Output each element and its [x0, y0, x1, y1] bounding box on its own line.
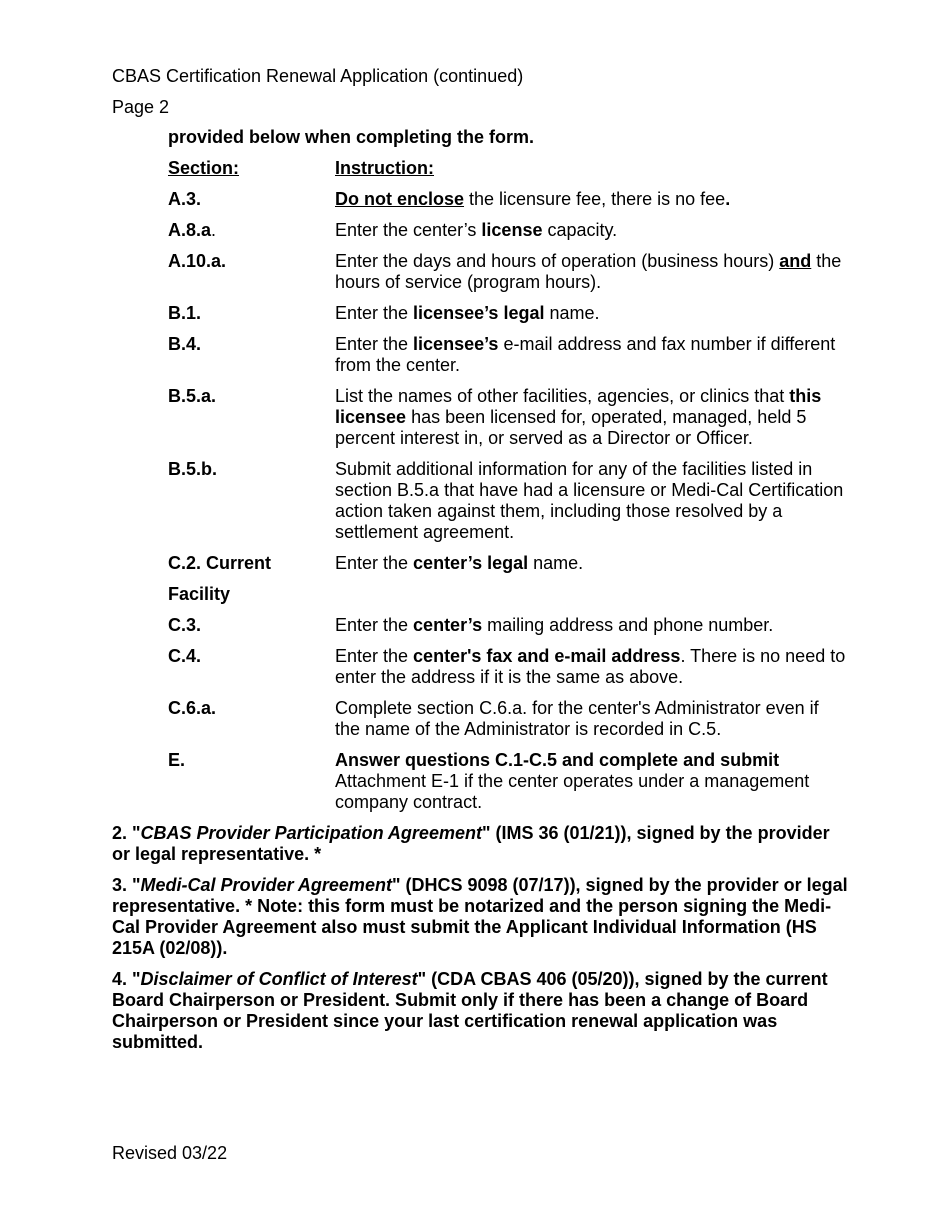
- section-code-text: A.3.: [168, 189, 202, 209]
- section-code: [168, 303, 335, 324]
- table-header: [168, 158, 848, 179]
- instruction-text: [335, 698, 848, 740]
- text-run: " (IMS 36 (01/21)), signed by the provider or legal representative. *: [112, 823, 830, 864]
- text-run: e-mail address and fax number if different from the center.: [335, 334, 836, 375]
- section-code-text: B.1.: [168, 303, 202, 323]
- text-run: center’s: [413, 615, 483, 635]
- table-row: [168, 698, 848, 740]
- section-column-header: Section:: [168, 158, 240, 178]
- text-run: Submit additional information for any of the facilities listed in section B.5.a that have had a licensure or Medi-Cal Certification action taken against them, including those resolved by a settlement agreement.: [335, 459, 844, 542]
- section-code-text: C.4.: [168, 646, 202, 666]
- text-run: " (DHCS 9098 (07/17)), signed by the provider or legal representative. * Note: this form must be notarized and the person signing the Medi-Cal Provider Agreement also must submit the Applicant Individual Information (HS 215A (02/08)).: [112, 875, 848, 958]
- table-row: [168, 189, 848, 210]
- section-code: [168, 220, 335, 241]
- section-code-text: C.2. Current: [168, 553, 272, 573]
- section-code: [168, 750, 335, 813]
- section-code-text: C.6.a.: [168, 698, 217, 718]
- text-run: . There is no need to enter the address if it is the same as above.: [335, 646, 846, 687]
- section-code-text: C.3.: [168, 615, 202, 635]
- text-run: .: [725, 189, 731, 209]
- instruction-text: [335, 303, 848, 324]
- table-row: [168, 750, 848, 813]
- text-run: Enter the: [335, 615, 414, 635]
- instruction-table: [168, 189, 848, 813]
- section-code-text: B.4.: [168, 334, 202, 354]
- page-number: Page 2: [112, 97, 170, 117]
- table-row: [168, 251, 848, 293]
- text-run: Enter the: [335, 553, 414, 573]
- required-documents-list: [112, 823, 852, 1063]
- text-run: Enter the days and hours of operation (business hours): [335, 251, 780, 271]
- text-run: 4. ": [112, 969, 141, 989]
- instruction-text: [335, 251, 848, 293]
- section-code: [168, 646, 335, 688]
- table-row: [168, 615, 848, 636]
- text-run: Medi-Cal Provider Agreement: [140, 875, 392, 895]
- section-code-text: Facility: [168, 584, 231, 604]
- text-run: licensee’s legal: [413, 303, 545, 323]
- table-row: [168, 386, 848, 449]
- intro-text: provided below when completing the form.: [168, 127, 535, 147]
- table-row: [168, 303, 848, 324]
- text-run: 3. ": [112, 875, 141, 895]
- instruction-text: [335, 584, 848, 605]
- text-run: license: [481, 220, 543, 240]
- text-run: Complete section C.6.a. for the center's Administrator even if the name of the Administrator is recorded in C.5.: [335, 698, 819, 739]
- section-code: [168, 386, 335, 449]
- instruction-text: [335, 386, 848, 449]
- text-run: name.: [544, 303, 600, 323]
- instruction-text: [335, 615, 848, 636]
- table-row: [168, 459, 848, 543]
- section-code: [168, 615, 335, 636]
- text-run: " (CDA CBAS 406 (05/20)), signed by the current Board Chairperson or President. Submit only if there has been a change of Board Chairperson or President since your last certification renewal application was submitted.: [112, 969, 828, 1052]
- revision-date: Revised 03/22: [112, 1143, 228, 1163]
- instruction-text: [335, 750, 848, 813]
- section-code-text: A.10.a.: [168, 251, 227, 271]
- text-run: mailing address and phone number.: [482, 615, 774, 635]
- text-run: Enter the: [335, 334, 414, 354]
- text-run: and: [779, 251, 812, 271]
- text-run: name.: [528, 553, 584, 573]
- text-run: center’s legal: [413, 553, 529, 573]
- section-code: [168, 189, 335, 210]
- text-run: Attachment E-1 if the center operates under a management company contract.: [335, 771, 810, 812]
- required-document-item: [112, 969, 852, 1053]
- instruction-text: [335, 189, 848, 210]
- text-run: center's fax and e-mail address: [413, 646, 681, 666]
- section-code: [168, 334, 335, 376]
- section-code: [168, 251, 335, 293]
- text-run: this licensee: [335, 386, 822, 427]
- required-document-item: [112, 823, 852, 865]
- section-code: [168, 553, 335, 574]
- table-row: [168, 220, 848, 241]
- instructions-section: [168, 127, 848, 823]
- section-code-text: B.5.a.: [168, 386, 217, 406]
- text-run: the licensure fee, there is no fee: [464, 189, 726, 209]
- text-run: licensee’s: [413, 334, 499, 354]
- instruction-text: [335, 459, 848, 543]
- text-run: the hours of service (program hours).: [335, 251, 842, 292]
- section-code-text: B.5.b.: [168, 459, 218, 479]
- text-run: capacity.: [542, 220, 618, 240]
- section-code-text: E.: [168, 750, 186, 770]
- table-row: [168, 553, 848, 574]
- text-run: Do not enclose: [335, 189, 465, 209]
- text-run: 2. ": [112, 823, 141, 843]
- instruction-column-header: Instruction:: [335, 158, 434, 178]
- section-code-tail: .: [211, 220, 217, 240]
- table-row: [168, 584, 848, 605]
- text-run: Answer questions C.1-C.5 and complete and submit: [335, 750, 780, 770]
- section-code-text: A.8.a: [168, 220, 212, 240]
- instruction-text: [335, 553, 848, 574]
- section-code: [168, 459, 335, 543]
- text-run: Enter the: [335, 303, 414, 323]
- text-run: Disclaimer of Conflict of Interest: [140, 969, 418, 989]
- table-row: [168, 646, 848, 688]
- required-document-item: [112, 875, 852, 959]
- instruction-text: [335, 220, 848, 241]
- text-run: Enter the center’s: [335, 220, 482, 240]
- text-run: CBAS Provider Participation Agreement: [140, 823, 482, 843]
- text-run: Enter the: [335, 646, 414, 666]
- instruction-text: [335, 646, 848, 688]
- instruction-text: [335, 334, 848, 376]
- section-code: [168, 698, 335, 740]
- table-row: [168, 334, 848, 376]
- text-run: List the names of other facilities, agencies, or clinics that: [335, 386, 790, 406]
- text-run: has been licensed for, operated, managed, held 5 percent interest in, or served as a Director or Officer.: [335, 407, 807, 448]
- document-title: CBAS Certification Renewal Application (continued): [112, 66, 524, 86]
- section-code: [168, 584, 335, 605]
